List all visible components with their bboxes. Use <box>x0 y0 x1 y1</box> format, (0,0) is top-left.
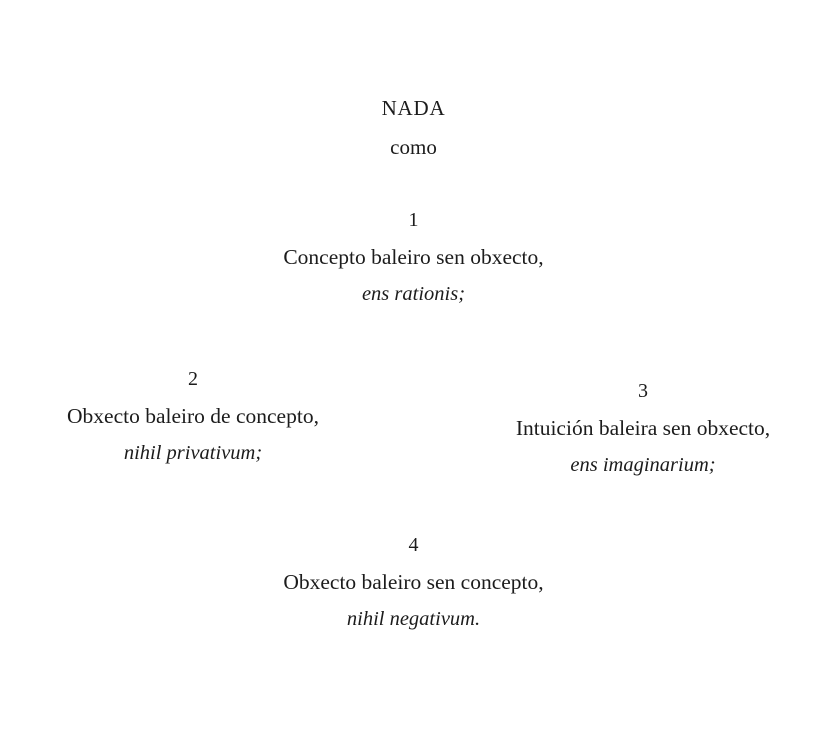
item-number: 4 <box>408 534 419 556</box>
item-text: Obxecto baleiro de concepto, <box>67 404 319 428</box>
item-number: 2 <box>188 368 198 390</box>
table-item-1 <box>0 202 827 313</box>
table-item-2 <box>0 361 386 472</box>
page-title: NADA <box>381 96 446 120</box>
item-text: Obxecto baleiro sen concepto, <box>283 570 544 594</box>
item-text: Concepto baleiro sen obxecto, <box>283 245 544 269</box>
item-latin: ens imaginarium; <box>570 454 716 476</box>
item-latin: nihil privativum; <box>123 442 263 464</box>
table-item-3 <box>456 373 827 484</box>
item-latin: ens rationis; <box>361 283 466 305</box>
page-subtitle: como <box>390 135 437 159</box>
table-item-4 <box>0 527 827 638</box>
item-latin: nihil negativum. <box>346 608 481 630</box>
item-number: 3 <box>638 380 648 402</box>
item-text: Intuición baleira sen obxecto, <box>515 416 771 440</box>
item-number: 1 <box>408 209 419 231</box>
